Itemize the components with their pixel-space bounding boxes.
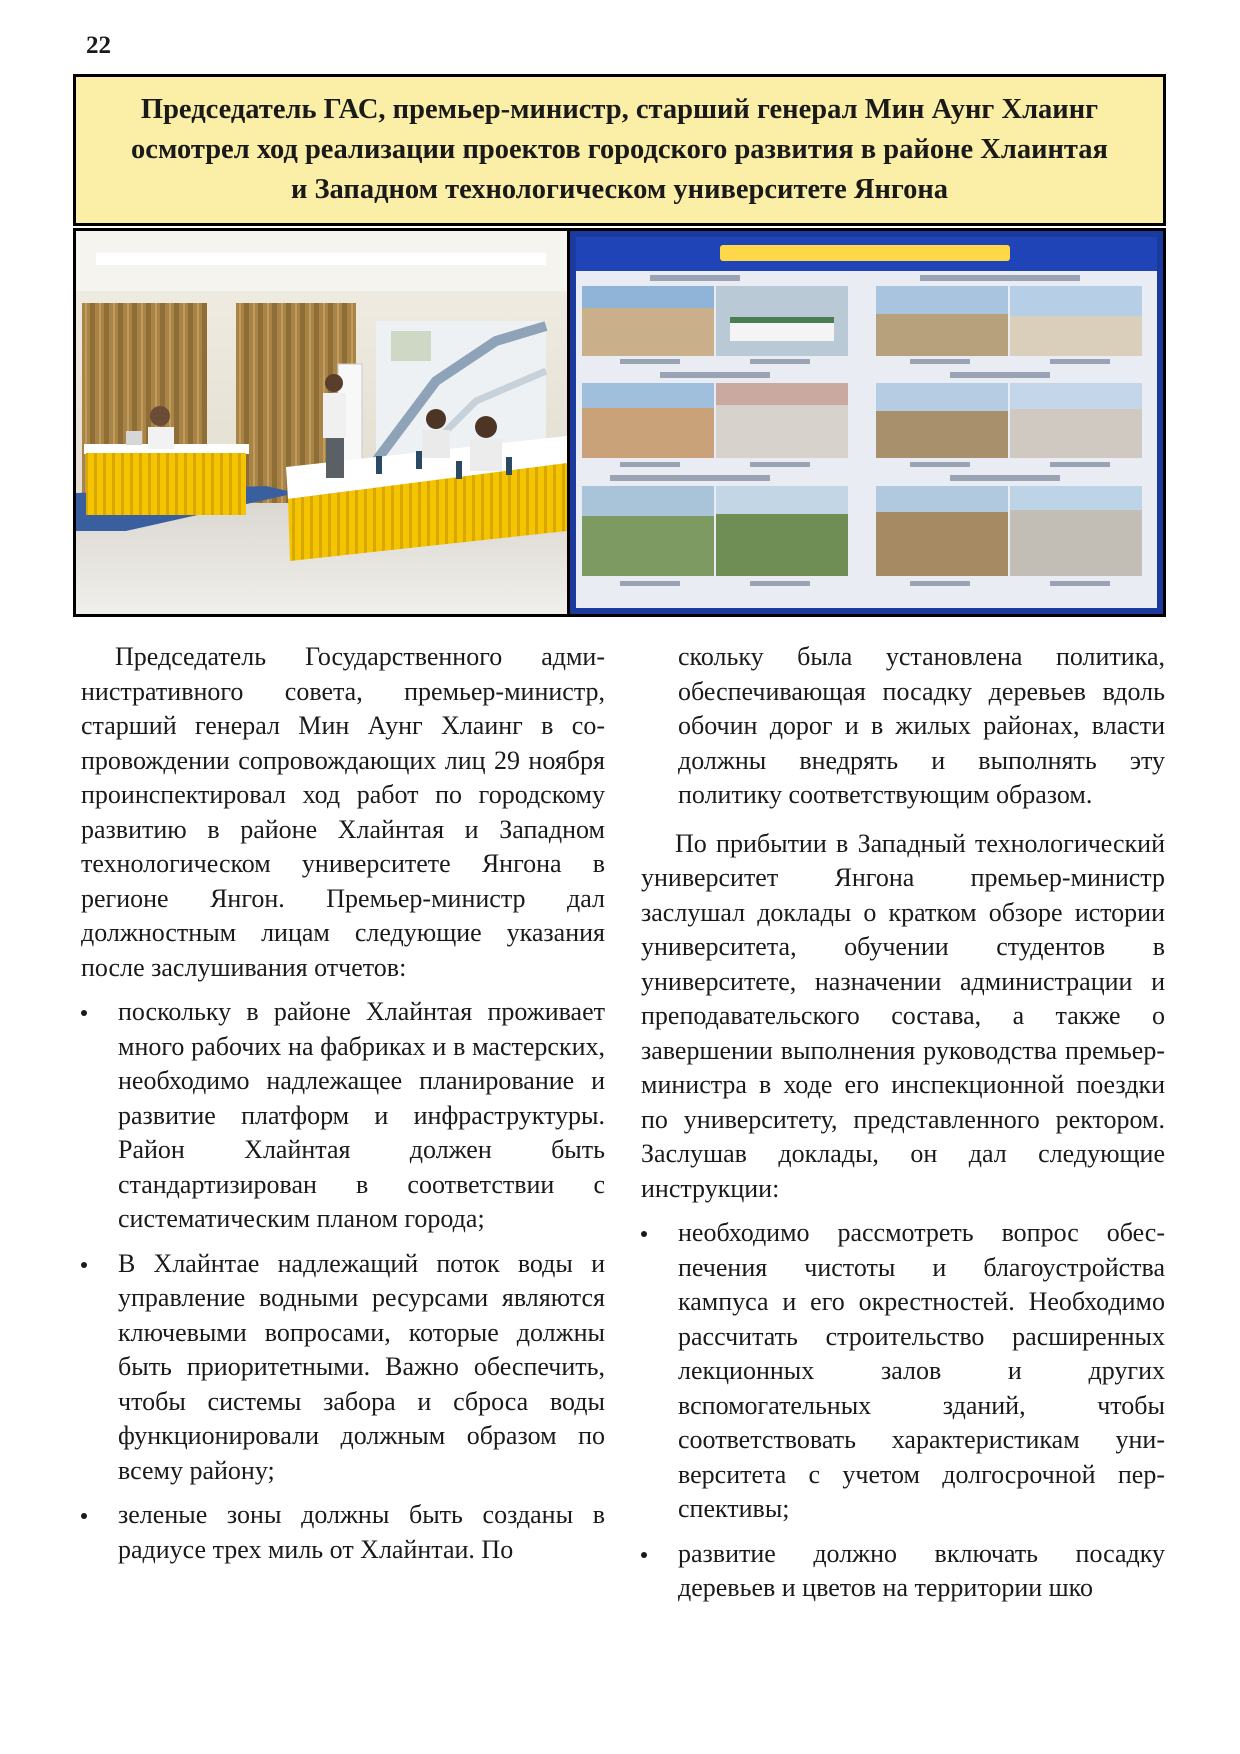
meeting-room-photo [76,231,567,614]
list-item-text: развитие должно включать посадку деревьев и цветов на территории шко [678,1538,1165,1602]
list-item [641,1216,1165,1527]
bullet-icon [641,1231,647,1237]
right-column [641,640,1165,1606]
bullet-icon [641,1552,647,1558]
bullet-icon [81,1010,87,1016]
university-paragraph: По прибытии в Западный технологический университет Янгона премьер-министр заслушал доклады о кратком обзоре истории университета, обучении студентов в университете, назначении администрации и преподавательского состава, а также о завершении выполнения руководства премьер-министра в ходе его инспекционной поездки по университету, представленного ректором. Заслушав доклады, он дал следующие инструкции: [641,828,1165,1203]
intro-paragraph: Председатель Государственного административного совета, премьер-министр, старший генерал Мин Аунг Хлаинг в сопровождении сопровождающих лиц 29 ноября проинспектировал ход работ по городскому развитию в районе Хлайнтая и Западном технологическом университете Янгона в регионе Янгон. Премьер-министр дал должностным лицам следующие указания после заслушивания отчетов: [81,642,605,982]
list-item-text: поскольку в районе Хлайнтая проживает много рабочих на фабриках и в мастерских, необходимо надлежащее планирование и развитие платформ и инфраструктуры. Район Хлайнтая должен быть стандартизирован в соответствии с систематическим планом города; [118,997,605,1233]
left-column [81,640,605,1567]
list-item [81,1247,605,1489]
bullet-icon [81,1513,87,1519]
bullet-icon [81,1262,87,1268]
photo-strip [73,228,1166,617]
headline [131,90,1108,210]
instructions-list-right [641,1216,1165,1606]
list-item [641,1537,1165,1606]
list-item [81,1498,605,1567]
headline-box [73,74,1166,226]
headline-line: Председатель ГАС, премьер-министр, старший генерал Мин Аунг Хлаинг [140,94,1099,125]
headline-line: осмотрел ход реализации проектов городского развития в районе Хлаинтая [131,134,1108,165]
project-slide-photo [570,231,1163,614]
page-number: 22 [86,32,111,59]
list-item-text: зеленые зоны должны быть созданы в радиусе трех миль от Хлайнтаи. По [118,1500,605,1564]
headline-line: и Западном технологическом университете Янгона [290,174,949,205]
list-item-text: В Хлайнтае надлежащий поток воды и управление водными ресурсами являются ключевыми вопросами, которые должны быть приоритетными. Важно обеспечить, чтобы системы забора и сброса воды функционировали должным образом по всему району; [118,1248,605,1485]
list-item-text: необходимо рассмотреть вопрос обеспечения чистоты и благоустройства кампуса и его окрестностей. Необходимо рассчитать строительство расширенных лекционных залов и других вспомогательных зданий, чтобы соответствовать характеристикам университета с учетом долгосрочной перспективы; [678,1218,1165,1523]
instructions-list-left [81,995,605,1567]
list-item [81,995,605,1237]
continued-text: скольку была установлена политика, обеспечивающая посадку деревьев вдоль обочин дорог и в жилых районах, власти должны внедрять и выполнять эту политику соответствующим образом. [678,642,1165,809]
